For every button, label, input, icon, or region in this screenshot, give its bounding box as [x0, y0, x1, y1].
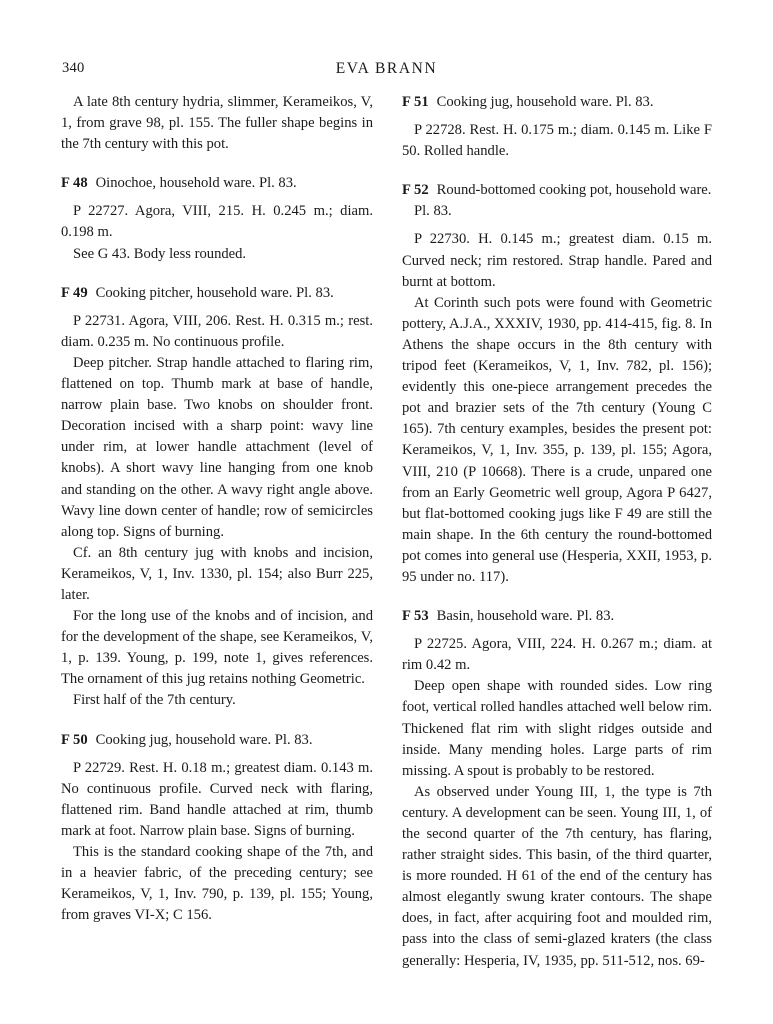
catalog-entry-title: Basin, household ware. Pl. 83. [436, 608, 615, 625]
catalog-entry-id: F 52 [402, 182, 429, 199]
catalog-entry-paragraph: Deep open shape with rounded sides. Low ring foot, vertical rolled handles attached well below rim. Thickened flat rim with slight ridges outside and inside. Many mending holes. Large parts of rim missing. A spout is probably to be restored. [402, 678, 712, 779]
right-column [402, 92, 712, 972]
catalog-entry-heading [402, 92, 712, 113]
page-header [62, 58, 711, 80]
catalog-entry-paragraph: P 22730. H. 0.145 m.; greatest diam. 0.15 m. Curved neck; rim restored. Strap handle. Pared and burnt at bottom. [402, 231, 712, 290]
left-column [61, 92, 373, 926]
catalog-entry-paragraph: P 22727. Agora, VIII, 215. H. 0.245 m.; diam. 0.198 m. [61, 203, 373, 241]
running-title: EVA BRANN [335, 60, 438, 77]
catalog-entry-paragraph: See G 43. Body less rounded. [73, 245, 247, 262]
page-number: 340 [62, 60, 85, 76]
catalog-entry-id: F 48 [61, 175, 88, 192]
catalog-entry-heading [61, 283, 373, 304]
catalog-entry-heading [402, 180, 712, 222]
catalog-entry-paragraph: P 22729. Rest. H. 0.18 m.; greatest diam. 0.143 m. No continuous profile. Curved neck with flaring, flattened rim. Band handle attached at rim, thumb mark at foot. Narrow plain base. Signs of burning. [61, 759, 373, 839]
catalog-entry-id: F 50 [61, 731, 88, 748]
catalog-entry-heading [402, 606, 712, 627]
catalog-entry-title: Oinochoe, household ware. Pl. 83. [95, 175, 297, 192]
catalog-entry-heading [61, 730, 373, 751]
catalog-entry-title: Cooking jug, household ware. Pl. 83. [95, 731, 313, 748]
catalog-entry-paragraph: At Corinth such pots were found with Geometric pottery, A.J.A., XXXIV, 1930, pp. 414-415, fig. 8. In Athens the shape occurs in the 8th century with tripod feet (Kerameikos, V, 1, Inv. 782, pl. 156); evidently this one-piece arrangement precedes the pot and brazier sets of the 7th century (Young C 165). 7th century examples, besides the present pot: Kerameikos, V, 1, Inv. 355, p. 139, pl. 155; Agora, VIII, 210 (P 10668). There is a crude, unpared one from an Early Geometric well group, Agora P 6427, but flat-bottomed cooking jugs like F 49 are still the main shape. In the 6th century the round-bottomed pot comes into general use (Hesperia, XXII, 1953, p. 95 under no. 117). [402, 294, 712, 585]
catalog-entry-paragraph: Deep pitcher. Strap handle attached to flaring rim, flattened on top. Thumb mark at base of handle, narrow plain base. Two knobs on shoulder front. Decoration incised with a sharp point: wavy line under rim, at lower handle attachment (level of knobs). A short wavy line hanging from one knob and standing on the other. A wavy right angle above. Wavy line down center of handle; row of semicircles along top. Signs of burning. [61, 354, 373, 540]
intro-paragraph: A late 8th century hydria, slimmer, Kerameikos, V, 1, from grave 98, pl. 155. The fuller shape begins in the 7th century with this pot. [61, 94, 373, 153]
catalog-entry-paragraph: P 22725. Agora, VIII, 224. H. 0.267 m.; diam. at rim 0.42 m. [402, 636, 712, 674]
catalog-entry-paragraph: As observed under Young III, 1, the type is 7th century. A development can be seen. Young III, 1, of the second quarter of the 7th century, has flaring, rather straight sides. This basin, of the third quarter, is more rounded. H 61 of the end of the century has almost elegantly swung krater contours. The shape does, in fact, after acquiring foot and moulded rim, pass into the class of semi-glazed kraters (the class generally: Hesperia, IV, 1935, pp. 511-512, nos. 69- [402, 783, 712, 969]
catalog-entry-paragraph: P 22731. Agora, VIII, 206. Rest. H. 0.315 m.; rest. diam. 0.235 m. No continuous profile. [61, 312, 373, 350]
catalog-entry-paragraph: First half of the 7th century. [73, 692, 236, 709]
catalog-entry-title: Cooking jug, household ware. Pl. 83. [436, 94, 654, 110]
catalog-entry-id: F 51 [402, 94, 429, 110]
catalog-entry-paragraph: For the long use of the knobs and of incision, and for the development of the shape, see Kerameikos, V, 1, p. 139. Young, p. 199, note 1, gives references. The ornament of this jug retains nothing Geometric. [61, 608, 373, 688]
catalog-entry-id: F 49 [61, 284, 88, 301]
catalog-entry-title: Cooking pitcher, household ware. Pl. 83. [95, 284, 334, 301]
catalog-entry-title: Round-bottomed cooking pot, household ware. Pl. 83. [414, 182, 712, 220]
catalog-entry-heading [61, 173, 373, 194]
catalog-entry-paragraph: This is the standard cooking shape of the 7th, and in a heavier fabric, of the preceding century; see Kerameikos, V, 1, Inv. 790, p. 139, pl. 155; Young, from graves VI-X; C 156. [61, 844, 373, 924]
catalog-entry-paragraph: P 22728. Rest. H. 0.175 m.; diam. 0.145 m. Like F 50. Rolled handle. [402, 122, 712, 160]
catalog-entry-paragraph: Cf. an 8th century jug with knobs and incision, Kerameikos, V, 1, Inv. 1330, pl. 154; also Burr 225, later. [61, 544, 373, 603]
catalog-entry-id: F 53 [402, 608, 429, 625]
